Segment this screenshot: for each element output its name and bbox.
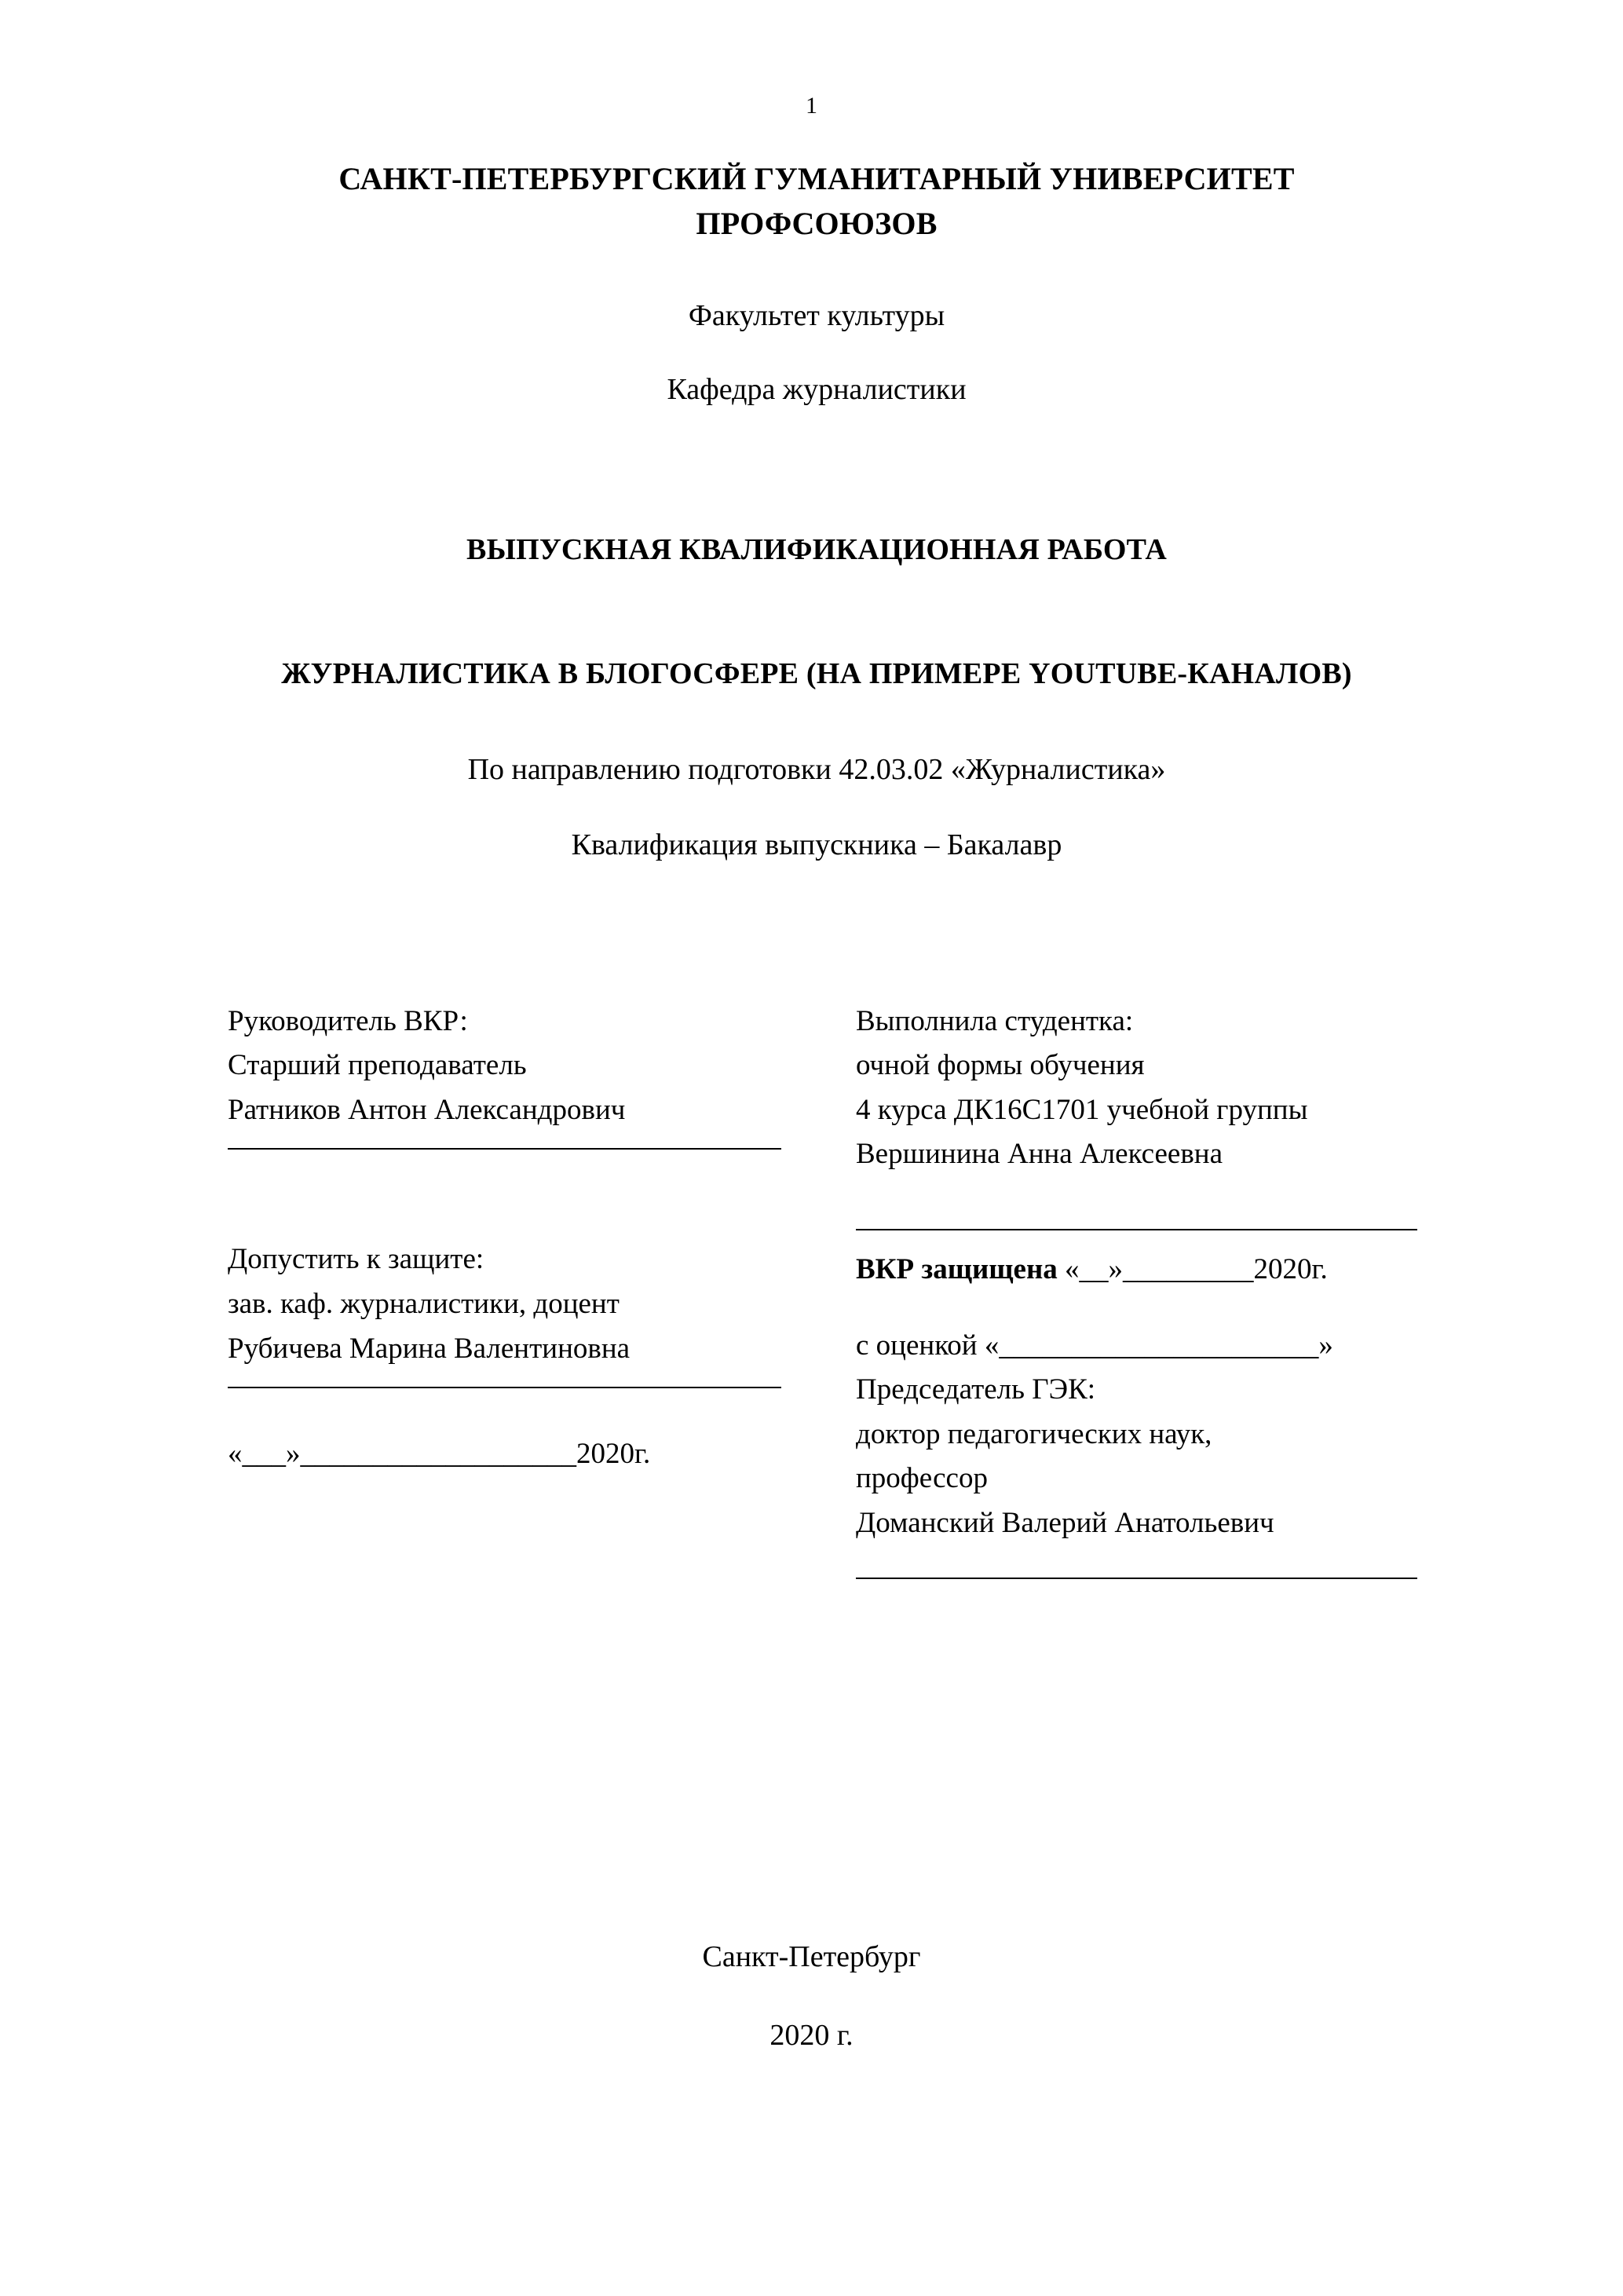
defense-line [856, 1248, 1406, 1292]
admission-date-line: «___»___________________2020г. [228, 1438, 651, 1471]
spacer [856, 1292, 1406, 1324]
student-form: очной формы обучения [856, 1049, 1145, 1082]
title-page-content [228, 157, 1406, 1579]
page-number: 1 [806, 93, 817, 119]
qualification: Квалификация выпускника – Бакалавр [571, 828, 1062, 861]
university-name: САНКТ-ПЕТЕРБУРГСКИЙ ГУМАНИТАРНЫЙ УНИВЕРСИТЕТ ПРОФСОЮЗОВ [338, 161, 1295, 241]
chair-name: Кафедра журналистики [667, 372, 967, 406]
supervisor-position: Старший преподаватель [228, 1049, 527, 1082]
work-type: ВЫПУСКНАЯ КВАЛИФИКАЦИОННАЯ РАБОТА [466, 532, 1167, 566]
student-group: 4 курса ДК16С1701 учебной группы [856, 1093, 1308, 1126]
admission-name: Рубичева Марина Валентиновна [228, 1332, 631, 1365]
gek-chair-rank: профессор [856, 1462, 988, 1495]
student-label: Выполнила студентка: [856, 1004, 1134, 1037]
year: 2020 г. [769, 2019, 854, 2052]
gek-chair-signature-line [856, 1578, 1417, 1579]
gek-chair-name: Доманский Валерий Анатольевич [856, 1507, 1274, 1540]
signature-columns [228, 1000, 1406, 1579]
study-direction: По направлению подготовки 42.03.02 «Журналистика» [467, 752, 1166, 786]
faculty-name: Факультет культуры [688, 298, 945, 332]
spacer [856, 1230, 1406, 1248]
gek-chair-degree: доктор педагогических наук, [856, 1417, 1212, 1450]
work-title: ЖУРНАЛИСТИКА В БЛОГОСФЕРЕ (НА ПРИМЕРЕ YOUTUBE-КАНАЛОВ) [281, 656, 1352, 690]
supervisor-name: Ратников Антон Александрович [228, 1093, 626, 1126]
defense-label: ВКР защищена [856, 1252, 1058, 1285]
spacer [228, 1150, 824, 1238]
spacer [856, 1177, 1406, 1229]
admission-position: зав. каф. журналистики, доцент [228, 1287, 620, 1320]
supervisor-label: Руководитель ВКР: [228, 1004, 468, 1037]
right-column [856, 1000, 1406, 1579]
defense-date: «__»_________2020г. [1065, 1252, 1328, 1285]
gek-chair-label: Председатель ГЭК: [856, 1373, 1096, 1406]
spacer [856, 1546, 1406, 1578]
left-column [228, 1000, 824, 1579]
defense-grade: с оценкой «______________________» [856, 1329, 1333, 1362]
admission-label: Допустить к защите: [228, 1243, 484, 1276]
spacer [228, 1388, 824, 1432]
student-name: Вершинина Анна Алексеевна [856, 1138, 1223, 1171]
city: Санкт-Петербург [702, 1940, 921, 1973]
